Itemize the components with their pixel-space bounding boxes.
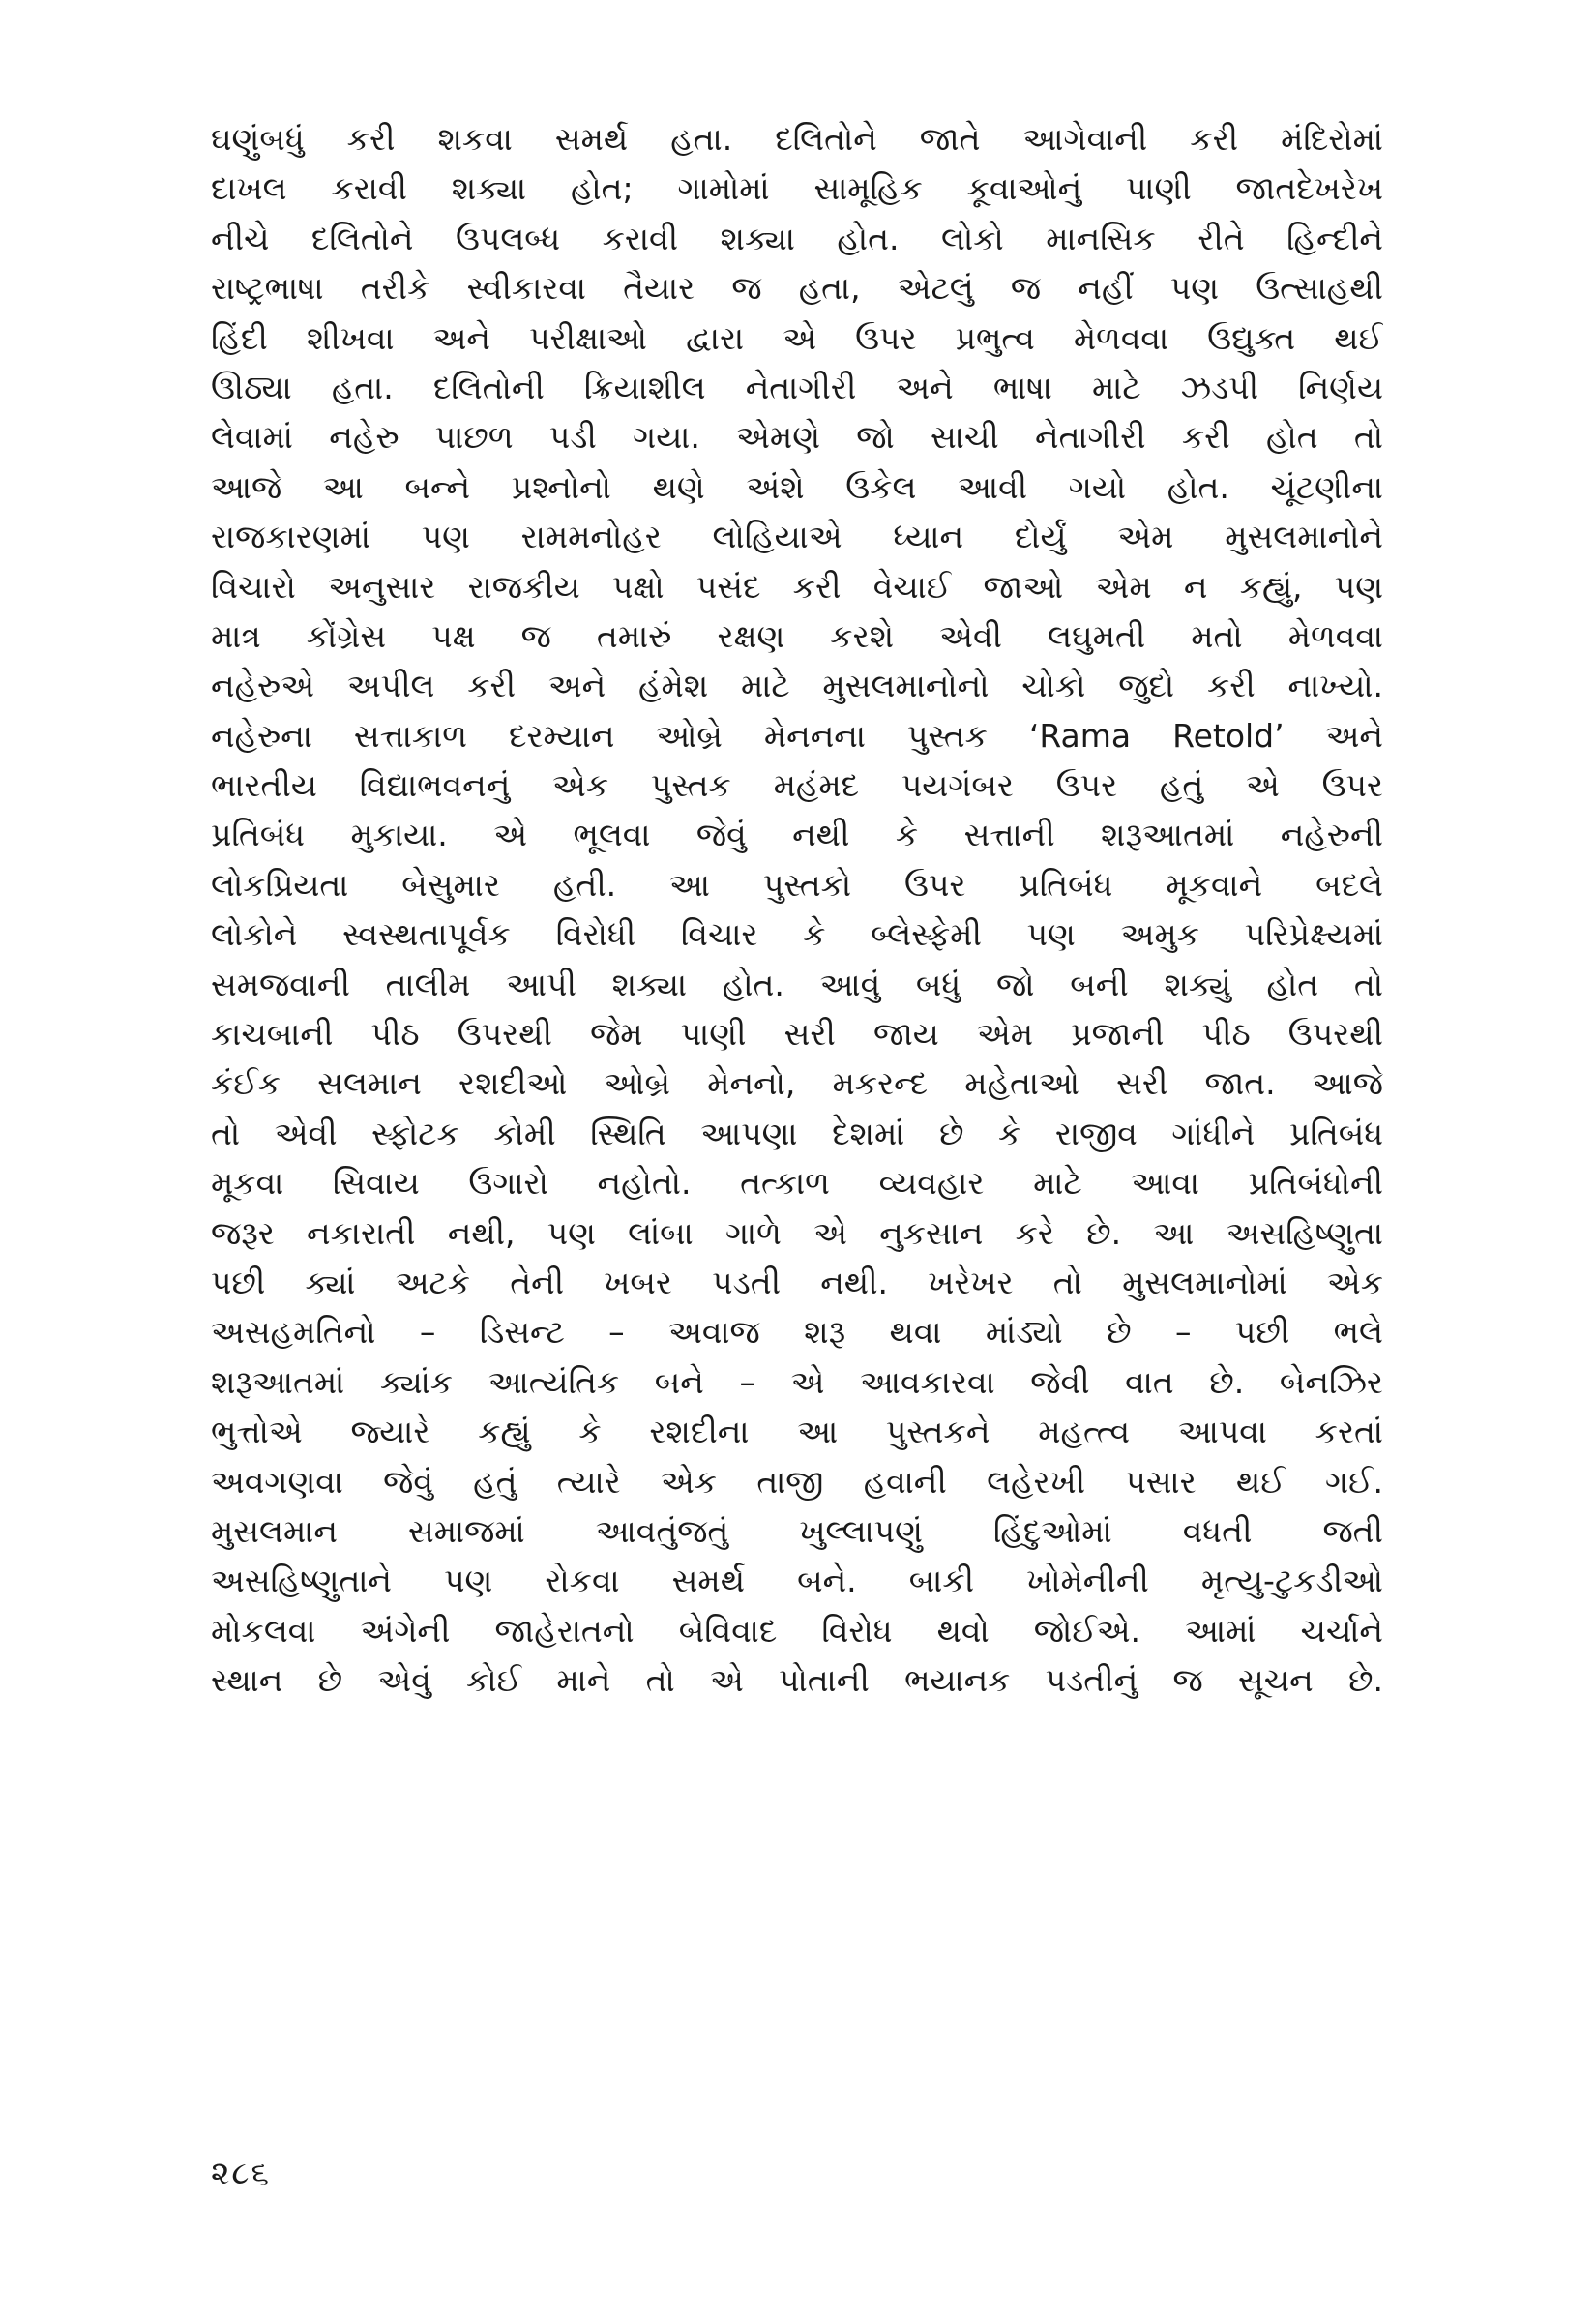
text-line: નહેરુના સત્તાકાળ દરમ્યાન ઓબ્રે મેનનના પુસ્તક ‘Rama Retold’ અને (211, 716, 1383, 755)
text-line: હિંદી શીખવા અને પરીક્ષાઓ દ્વારા એ ઉપર પ્રભુત્વ મેળવવા ઉદ્યુક્ત થઈ (211, 318, 1383, 357)
text-line: અવગણવા જેવું હતું ત્યારે એક તાજી હવાની લહેરખી પસાર થઈ ગઈ. (211, 1462, 1383, 1501)
page-number: ૨૮૬ (211, 2154, 272, 2191)
text-line: વિચારો અનુસાર રાજકીય પક્ષો પસંદ કરી વેચાઈ જાઓ એમ ન કહ્યું, પણ (211, 567, 1383, 606)
text-line: સ્થાન છે એવું કોઈ માને તો એ પોતાની ભયાનક પડતીનું જ સૂચન છે. (211, 1661, 1383, 1700)
text-line: શરૂઆતમાં ક્યાંક આત્યંતિક બને – એ આવકારવા જેવી વાત છે. બેનઝિર (211, 1362, 1383, 1401)
text-line: લોકપ્રિયતા બેસુમાર હતી. આ પુસ્તકો ઉપર પ્રતિબંધ મૂકવાને બદલે (211, 865, 1383, 904)
text-line: જરૂર નકારાતી નથી, પણ લાંબા ગાળે એ નુકસાન કરે છે. આ અસહિષ્ણુતા (211, 1213, 1383, 1252)
text-line: ઘણુંબધું કરી શકવા સમર્થ હતા. દલિતોને જાતે આગેવાની કરી મંદિરોમાં (211, 120, 1383, 158)
text-line: મુસલમાન સમાજમાં આવતુંજતું ખુલ્લાપણું હિંદુઓમાં વધતી જતી (211, 1511, 1383, 1550)
text-line: દાખલ કરાવી શક્યા હોત; ગામોમાં સામૂહિક કૂવાઓનું પાણી જાતદેખરેખ (211, 169, 1383, 208)
text-line: તો એવી સ્ફોટક કોમી સ્થિતિ આપણા દેશમાં છે કે રાજીવ ગાંધીને પ્રતિબંધ (211, 1114, 1383, 1152)
text-line: નીચે દલિતોને ઉપલબ્ધ કરાવી શક્યા હોત. લોકો માનસિક રીતે હિન્દીને (211, 219, 1383, 257)
body-paragraph (211, 114, 1383, 1706)
text-line: ઊઠ્યા હતા. દલિતોની ક્રિયાશીલ નેતાગીરી અને ભાષા માટે ઝડપી નિર્ણય (211, 368, 1383, 406)
text-line: માત્ર કોંગ્રેસ પક્ષ જ તમારું રક્ષણ કરશે એવી લઘુમતી મતો મેળવવા (211, 616, 1383, 655)
text-line: પછી ક્યાં અટકે તેની ખબર પડતી નથી. ખરેખર તો મુસલમાનોમાં એક (211, 1263, 1383, 1301)
text-line: અસહિષ્ણુતાને પણ રોકવા સમર્થ બને. બાકી ખોમેનીની મૃત્યુ-ટુકડીઓ (211, 1562, 1383, 1600)
text-line: મૂકવા સિવાય ઉગારો નહોતો. તત્કાળ વ્યવહાર માટે આવા પ્રતિબંધોની (211, 1164, 1383, 1203)
text-line: પ્રતિબંધ મુકાયા. એ ભૂલવા જેવું નથી કે સત્તાની શરૂઆતમાં નહેરુની (211, 816, 1383, 854)
text-line: લેવામાં નહેરુ પાછળ પડી ગયા. એમણે જો સાચી નેતાગીરી કરી હોત તો (211, 418, 1383, 457)
text-line: રાષ્ટ્રભાષા તરીકે સ્વીકારવા તૈયાર જ હતા, એટલું જ નહીં પણ ઉત્સાહથી (211, 269, 1383, 308)
text-line: રાજકારણમાં પણ રામમનોહર લોહિયાએ ધ્યાન દોર્યું એમ મુસલમાનોને (211, 518, 1383, 556)
text-line: કંઈક સલમાન રશદીઓ ઓબ્રે મેનનો, મકરન્દ મહેતાઓ સરી જાત. આજે (211, 1064, 1383, 1103)
text-line: લોકોને સ્વસ્થતાપૂર્વક વિરોધી વિચાર કે બ્લેસ્ફેમી પણ અમુક પરિપ્રેક્ષ્યમાં (211, 915, 1383, 954)
text-line: અસહમતિનો – ડિસન્ટ – અવાજ શરૂ થવા માંડ્યો છે – પછી ભલે (211, 1313, 1383, 1352)
text-line: ભારતીય વિદ્યાભવનનું એક પુસ્તક મહંમદ પયગંબર ઉપર હતું એ ઉપર (211, 766, 1383, 805)
text-line: ભુત્તોએ જ્યારે કહ્યું કે રશદીના આ પુસ્તકને મહત્ત્વ આપવા કરતાં (211, 1413, 1383, 1451)
text-line: સમજવાની તાલીમ આપી શક્યા હોત. આવું બધું જો બની શક્યું હોત તો (211, 965, 1383, 1003)
text-line: કાચબાની પીઠ ઉપરથી જેમ પાણી સરી જાય એમ પ્રજાની પીઠ ઉપરથી (211, 1015, 1383, 1054)
text-line: નહેરુએ અપીલ કરી અને હંમેશ માટે મુસલમાનોનો ચોકો જુદો કરી નાખ્યો. (211, 667, 1383, 705)
text-line: આજે આ બન્ને પ્રશ્નોનો થણે અંશે ઉકેલ આવી ગયો હોત. ચૂંટણીના (211, 467, 1383, 506)
text-line: મોકલવા અંગેની જાહેરાતનો બેવિવાદ વિરોધ થવો જોઈએ. આમાં ચર્ચાને (211, 1611, 1383, 1650)
